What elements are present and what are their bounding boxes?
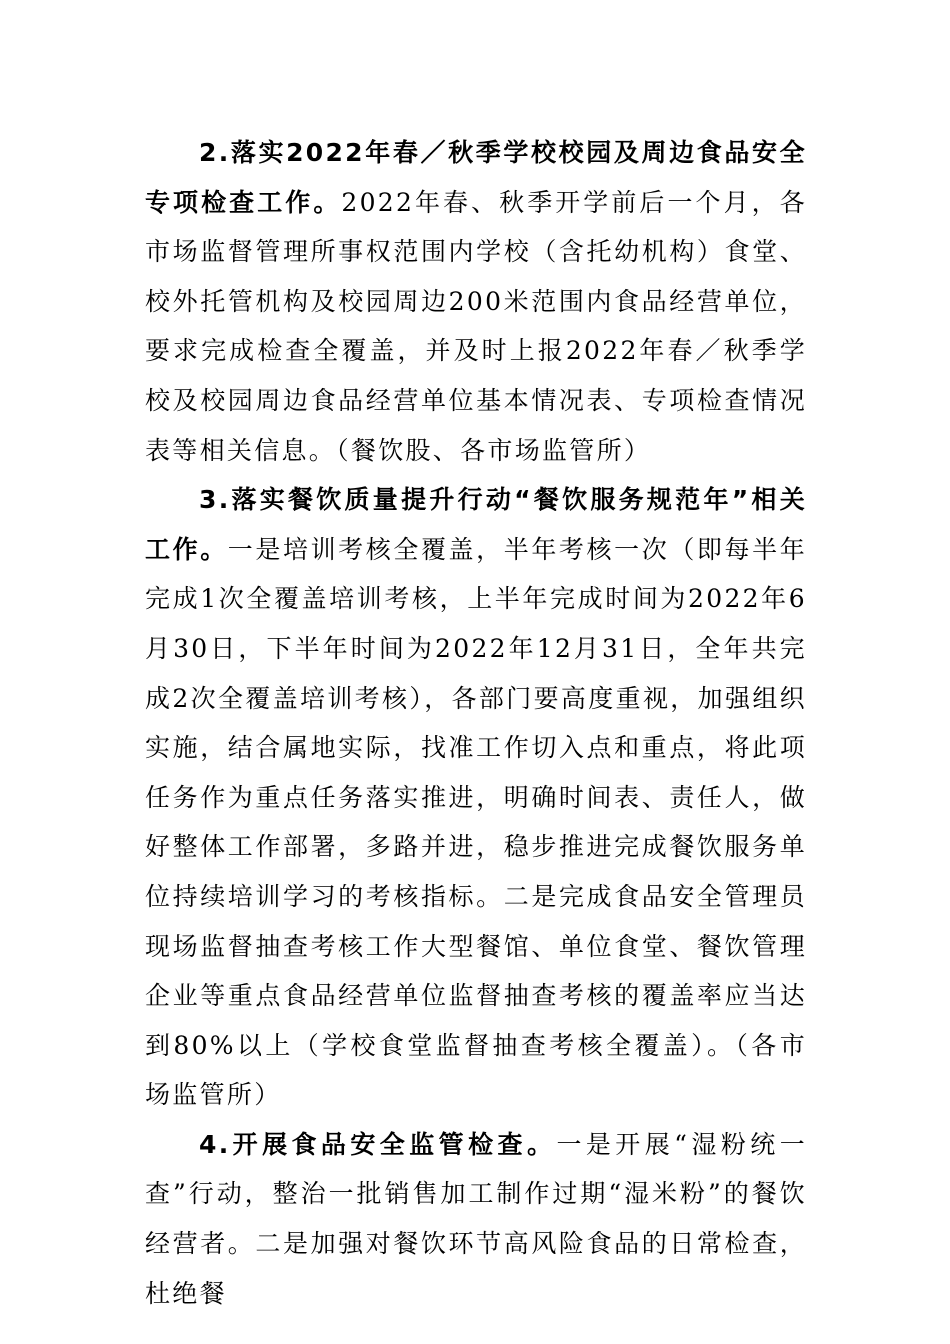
paragraph-2-heading: 2.落实2022年春／秋季学校校园及周边食品安全专项检查工作。	[145, 138, 807, 217]
paragraph-4-body: 一是开展“湿粉统一查”行动，整治一批销售加工制作过期“湿米粉”的餐饮经营者。二是加强对餐饮环节高风险食品的日常检查，杜绝餐	[145, 1129, 808, 1308]
paragraph-4-heading: 4.开展食品安全监管检查。	[199, 1129, 557, 1159]
paragraph-4	[145, 1120, 807, 1318]
paragraph-2	[145, 128, 807, 475]
paragraph-3-heading: 3.落实餐饮质量提升行动“餐饮服务规范年”相关工作。	[145, 485, 807, 564]
paragraph-3	[145, 475, 807, 1120]
document-page	[145, 128, 807, 1318]
paragraph-3-body: 一是培训考核全覆盖，半年考核一次（即每半年完成1次全覆盖培训考核，上半年完成时间为2022年6月30日，下半年时间为2022年12月31日，全年共完成2次全覆盖培训考核），各部门要高度重视，加强组织实施，结合属地实际，找准工作切入点和重点，将此项任务作为重点任务落实推进，明确时间表、责任人，做好整体工作部署，多路并进，稳步推进完成餐饮服务单位持续培训学习的考核指标。二是完成食品安全管理员现场监督抽查考核工作大型餐馆、单位食堂、餐饮管理企业等重点食品经营单位监督抽查考核的覆盖率应当达到80%以上（学校食堂监督抽查考核全覆盖）。（各市场监管所）	[145, 534, 807, 1110]
paragraph-2-body: 2022年春、秋季开学前后一个月，各市场监督管理所事权范围内学校（含托幼机构）食堂、校外托管机构及校园周边200米范围内食品经营单位，要求完成检查全覆盖，并及时上报2022年春／秋季学校及校园周边食品经营单位基本情况表、专项检查情况表等相关信息。（餐饮股、各市场监管所）	[145, 187, 807, 465]
